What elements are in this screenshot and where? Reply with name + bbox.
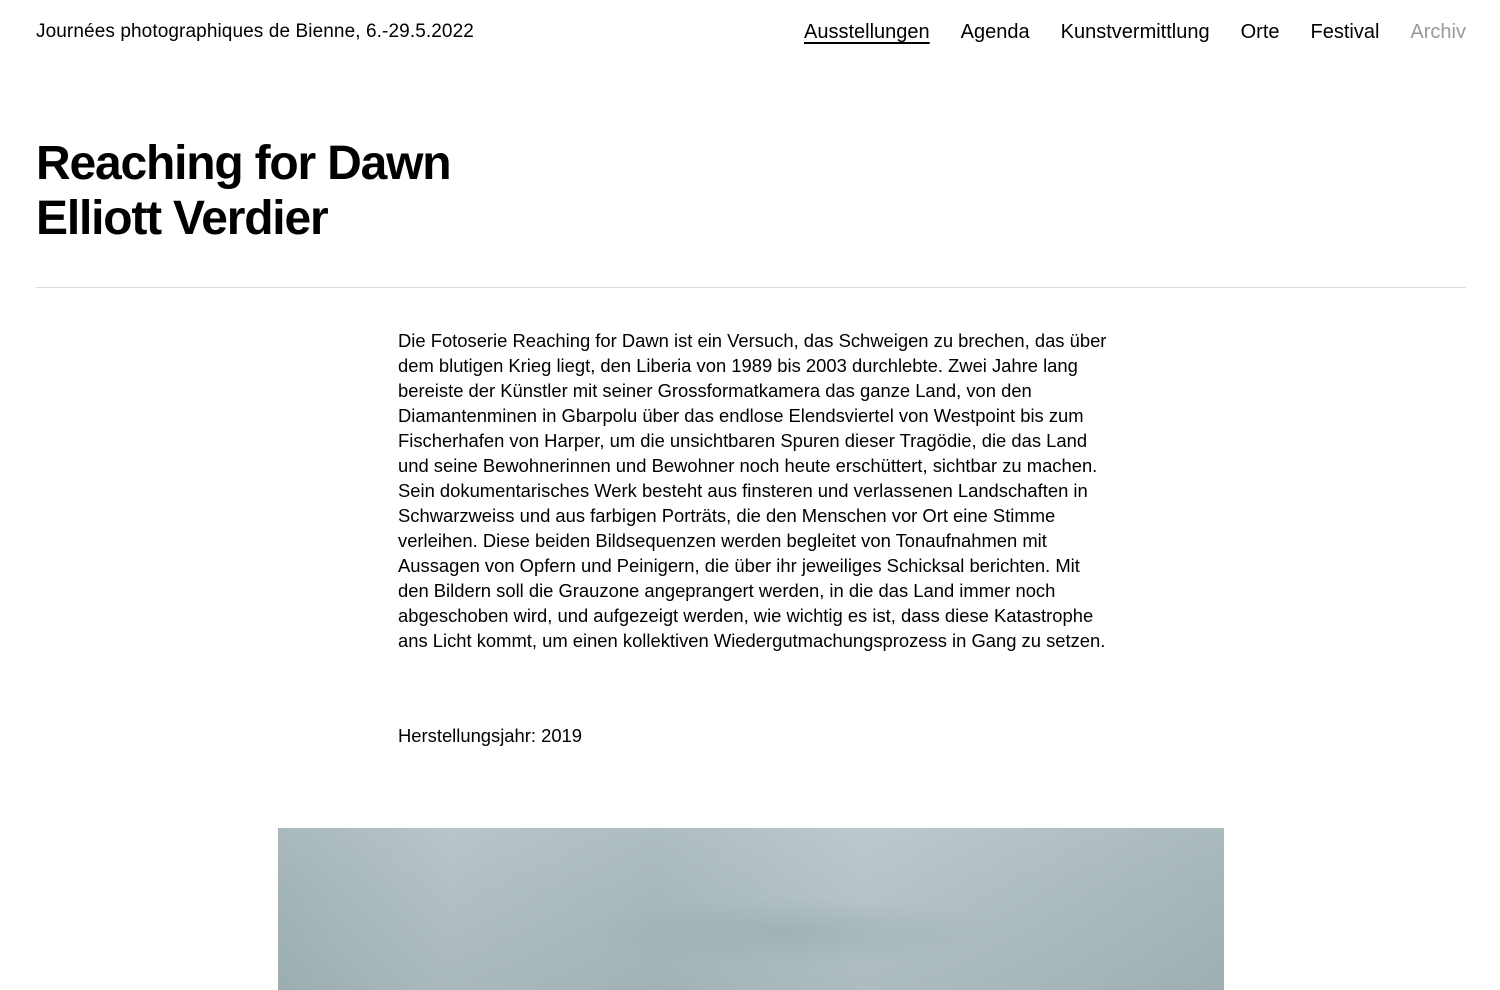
production-year: Herstellungsjahr: 2019 (398, 725, 583, 746)
exhibition-title: Reaching for Dawn (36, 137, 451, 190)
nav-orte[interactable]: Orte (1240, 21, 1280, 43)
exhibition-description: Die Fotoserie Reaching for Dawn ist ein Versuch, das Schweigen zu brechen, das über dem blutigen Krieg liegt, den Liberia von 1989 bis 2003 durchlebte. Zwei Jahre lang bereiste der Künstler mit seiner Grossformatkamera das ganze Land, von den Diamantenminen in Gbarpolu über das endlose Elendsviertel von Westpoint bis zum Fischerhafen von Harper, um die unsichtbaren Spuren dieser Tragödie, die das Land und seine Bewohnerinnen und Bewohner noch heute erschüttert, sichtbar zu machen. Sein dokumentarisches Werk besteht aus finsteren und verlassenen Landschaften in Schwarzweiss und aus farbigen Porträts, die den Menschen vor Ort eine Stimme verleihen. Diese beiden Bildsequenzen werden begleitet von Tonaufnahmen mit Aussagen von Opfern und Peinigern, die über ihr jeweiliges Schicksal berichten. Mit den Bildern soll die Grauzone angeprangert werden, in die das Land immer noch abgeschoben wird, und aufgezeigt werden, wie wichtig es ist, dass diese Katastrophe ans Licht kommt, um einen kollektiven Wiedergutmachungsprozess in Gang zu setzen. (398, 330, 1107, 651)
title-divider (36, 287, 1466, 288)
nav-agenda[interactable]: Agenda (960, 21, 1030, 43)
nav-archiv[interactable]: Archiv (1410, 21, 1466, 43)
nav-ausstellungen[interactable]: Ausstellungen (804, 21, 930, 43)
nav-kunstvermittlung[interactable]: Kunstvermittlung (1060, 21, 1210, 43)
main-nav (804, 18, 1466, 46)
site-title[interactable]: Journées photographiques de Bienne, 6.-29.5.2022 (36, 21, 474, 42)
artist-name: Elliott Verdier (36, 192, 328, 245)
exhibition-photo (278, 828, 1224, 990)
nav-festival[interactable]: Festival (1310, 21, 1380, 43)
exhibition-heading (36, 136, 450, 246)
photo-haze (578, 898, 998, 968)
site-header (36, 18, 1466, 46)
